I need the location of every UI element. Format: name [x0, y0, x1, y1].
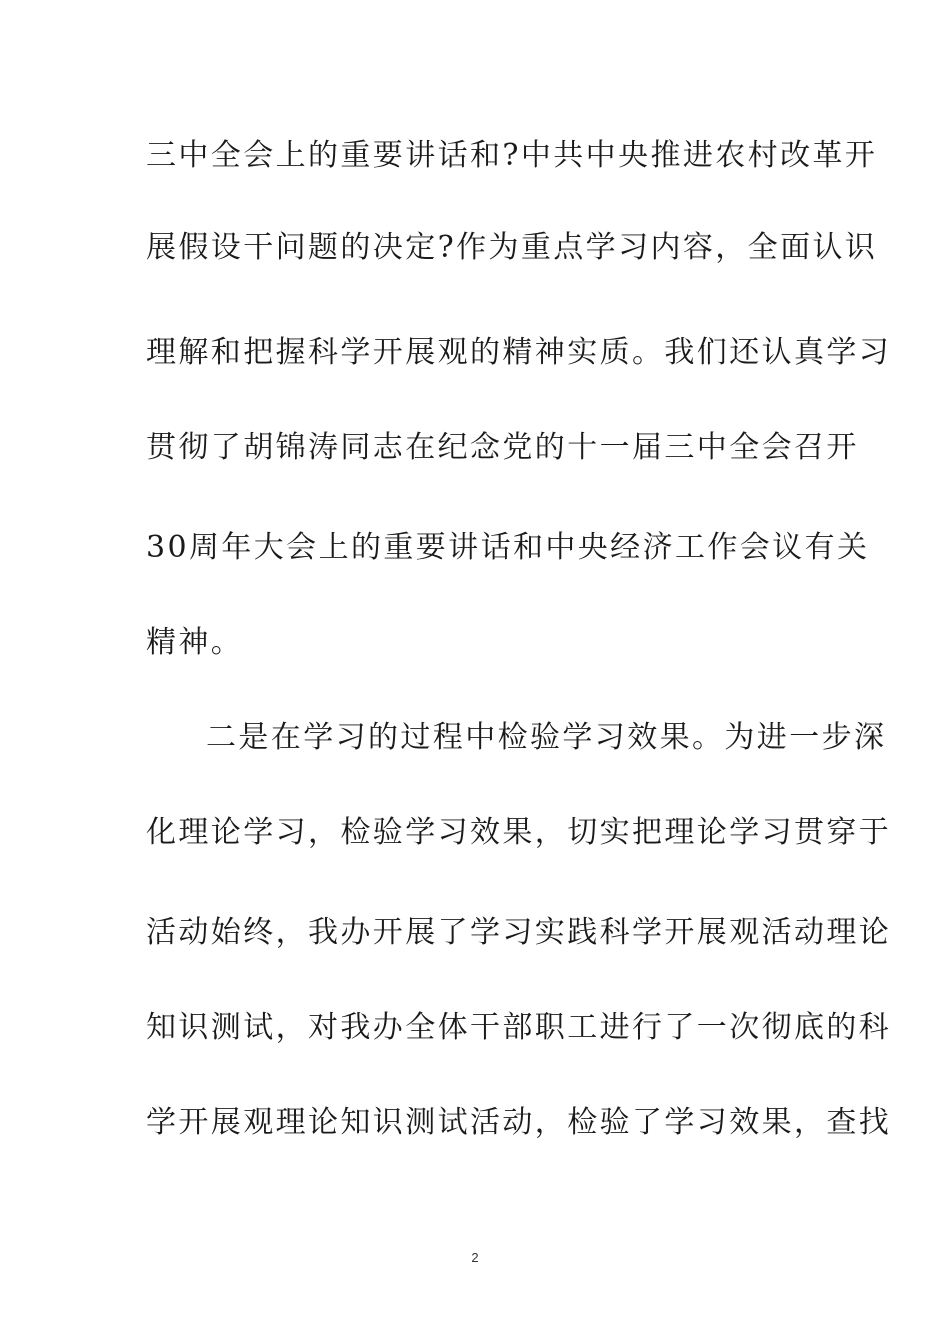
text-line-8: 化理论学习，检验学习效果，切实把理论学习贯穿于 [146, 815, 892, 850]
text-line-10: 知识测试，对我办全体干部职工进行了一次彻底的科 [146, 1010, 892, 1045]
text-line-9: 活动始终，我办开展了学习实践科学开展观活动理论 [146, 915, 892, 950]
text-line-5: 30周年大会上的重要讲话和中央经济工作会议有关 [146, 530, 870, 565]
text-line-2: 展假设干问题的决定?作为重点学习内容，全面认识 [146, 230, 878, 265]
text-line-7: 二是在学习的过程中检验学习效果。为进一步深 [206, 720, 887, 755]
text-line-4: 贯彻了胡锦涛同志在纪念党的十一届三中全会召开 [146, 430, 859, 465]
text-line-1: 三中全会上的重要讲话和?中共中央推进农村改革开 [146, 138, 878, 173]
text-line-11: 学开展观理论知识测试活动，检验了学习效果，查找 [146, 1105, 892, 1140]
page-number: 2 [471, 1250, 479, 1265]
text-line-6: 精神。 [146, 625, 244, 660]
text-line-3: 理解和把握科学开展观的精神实质。我们还认真学习 [146, 335, 892, 370]
